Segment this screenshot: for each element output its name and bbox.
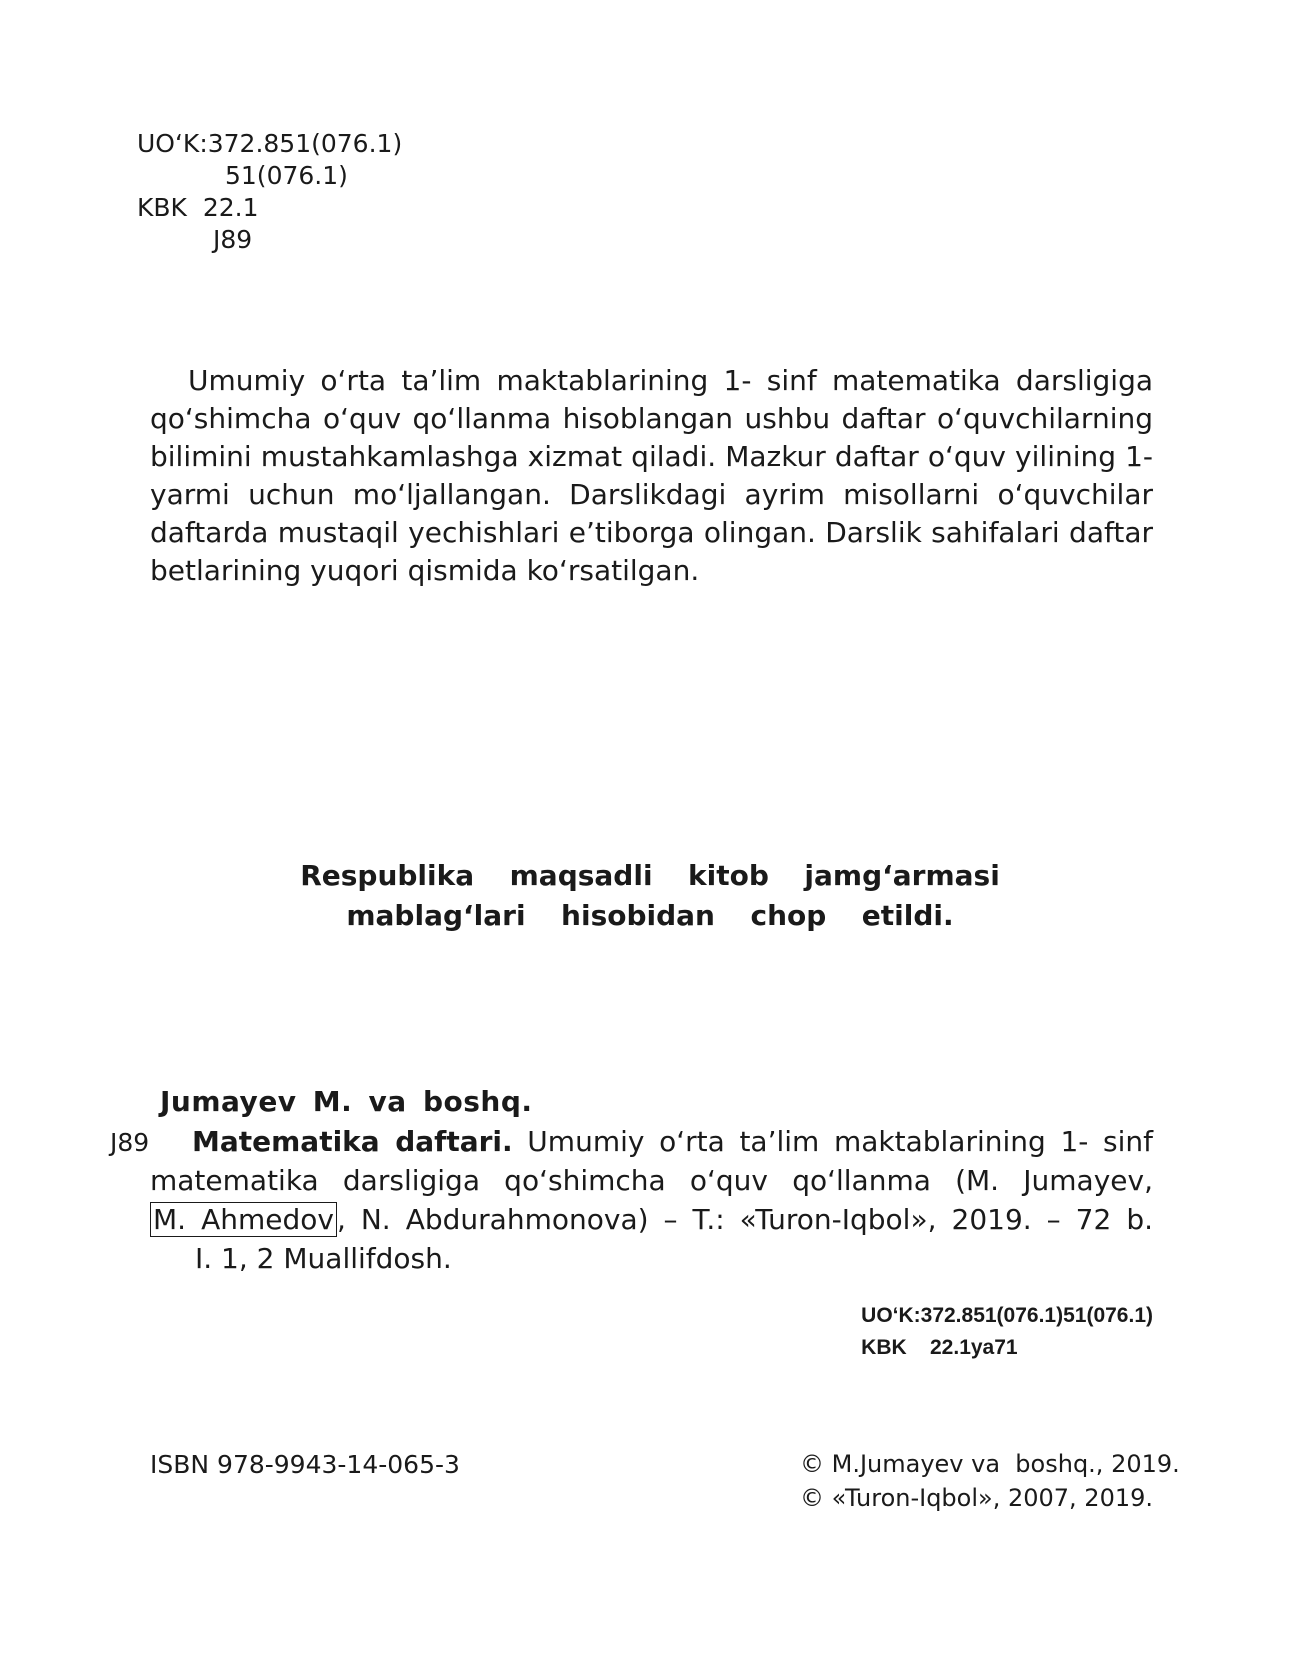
catalog-codes <box>861 1300 1153 1364</box>
boxed-author-name: M. Ahmedov <box>150 1202 337 1237</box>
catalog-line-1 <box>150 1122 1153 1161</box>
catalog-entry <box>150 1122 1153 1278</box>
copyright-line-1: © M.Jumayev va boshq., 2019. <box>800 1450 1180 1478</box>
catalog-kbk <box>861 1332 1153 1364</box>
catalog-udk: UO‘K:372.851(076.1)51(076.1) <box>861 1304 1153 1327</box>
fund-notice-line-1: Respublika maqsadli kitob jamg‘armasi <box>300 859 1000 892</box>
catalog-title: Matematika daftari. <box>192 1125 513 1158</box>
catalog-publisher: , N. Abdurahmonova) – T.: «Turon-Iqbol», 2019. – 72 b. <box>336 1203 1153 1236</box>
catalog-kbk-value: 22.1ya71 <box>930 1336 1018 1359</box>
fund-notice <box>0 856 1300 936</box>
kbk-value: 22.1 <box>202 193 259 222</box>
copyright <box>800 1447 1180 1515</box>
annotation-text: Umumiy o‘rta ta’lim maktablarining 1- sinf matematika darsligiga qo‘shimcha o‘quv qo‘llanma hisoblangan ushbu daftar o‘quvchilarning bilimini mustahkamlashga xizmat qiladi. Mazkur daftar o‘quv yilining 1-yarmi uchun mo‘ljallangan. Darslikdagi ayrim misollarni o‘quvchilar daftarda mustaqil yechishlari e’tiborga olingan. Darslik sahifalari daftar betlarining yuqori qismida ko‘rsatilgan. <box>150 364 1153 587</box>
udk-code: UO‘K:372.851(076.1) <box>137 129 403 158</box>
catalog-line-3 <box>150 1200 1153 1239</box>
annotation-block <box>150 362 1153 590</box>
copyright-line-2: © «Turon-Iqbol», 2007, 2019. <box>800 1484 1154 1512</box>
fund-notice-line-2: mablag‘lari hisobidan chop etildi. <box>346 899 954 932</box>
catalog-kbk-label: KBK <box>861 1336 907 1359</box>
catalog-author: Jumayev M. va boshq. <box>160 1085 533 1118</box>
catalog-line-2: matematika darsligiga qo‘shimcha o‘quv qo‘llanma (M. Jumayev, <box>150 1164 1153 1197</box>
isbn: ISBN 978-9943-14-065-3 <box>150 1450 460 1479</box>
catalog-subtitle: Umumiy o‘rta ta’lim maktablarining 1- sinf <box>512 1125 1153 1158</box>
catalog-line-4: I. 1, 2 Muallifdosh. <box>195 1242 452 1275</box>
udk-code-secondary: 51(076.1) <box>225 161 348 190</box>
catalog-code: J89 <box>110 1128 150 1157</box>
author-sign-code: J89 <box>213 225 253 254</box>
kbk-code <box>137 192 259 224</box>
kbk-label: KBK <box>137 193 187 222</box>
